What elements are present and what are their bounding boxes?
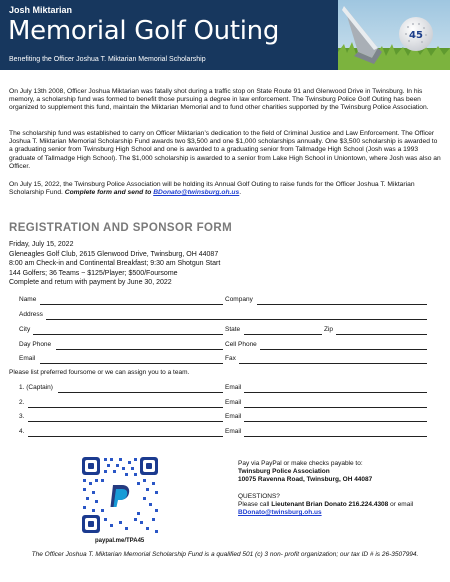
event-date: Friday, July 15, 2022: [9, 241, 74, 248]
header-banner: [0, 0, 450, 70]
player-2-email-field[interactable]: [244, 407, 427, 408]
questions-heading: QUESTIONS?: [238, 492, 280, 500]
intro-email-link[interactable]: BDonato@twinsburg.oh.us: [153, 189, 240, 197]
event-deadline: Complete and return with payment by June 30, 2022: [9, 279, 172, 286]
intro-send-instruction: Complete form and send to: [64, 189, 152, 197]
paypal-qr-code[interactable]: [80, 455, 160, 535]
company-field[interactable]: [257, 304, 427, 305]
player-3-email-label: Email: [225, 413, 242, 420]
day-phone-label: Day Phone: [19, 341, 52, 348]
registration-title: REGISTRATION AND SPONSOR FORM: [9, 222, 233, 234]
zip-field[interactable]: [336, 334, 427, 335]
player-4-email-field[interactable]: [244, 436, 427, 437]
cell-phone-field[interactable]: [260, 349, 427, 350]
event-details: [9, 240, 220, 288]
payment-instruction: Pay via PayPal or make checks payable to:: [238, 460, 363, 467]
payment-info: [238, 460, 413, 517]
payment-spacer: [238, 485, 413, 493]
contact-name-phone: Lieutenant Brian Donato 216.224.4308: [271, 500, 389, 508]
header-subtitle: Benefiting the Officer Joshua T. Miktarian Memorial Scholarship: [9, 56, 206, 63]
address-field[interactable]: [46, 319, 427, 320]
zip-label: Zip: [324, 326, 334, 333]
player-4-label: 4.: [19, 428, 25, 435]
svg-text:45: 45: [409, 30, 423, 41]
name-label: Name: [19, 296, 37, 303]
state-label: State: [225, 326, 241, 333]
player-3-name-field[interactable]: [28, 421, 223, 422]
header-name: Josh Miktarian: [9, 5, 73, 15]
intro-paragraph-1: On July 13th 2008, Officer Joshua Miktarian was fatally shot during a traffic stop on State Route 91 and Glenwood Drive in Twinsburg. In his memory, a scholarship fund was formed to benefit those pursuing a degree in law enforcement. The Twinsburg Police Golf Outing has been organized to supplement this fund, maintain the Miktarian Memorial and to fund other charities supported by the Twinsburg Police Association.: [9, 88, 429, 112]
fax-label: Fax: [225, 355, 236, 362]
intro-paragraph-2: The scholarship fund was established to carry on Officer Miktarian’s dedication to the field of Criminal Justice and Law Enforcement. The Officer Joshua T. Miktarian Memorial Scholarship Fund awards two $3,500 and one $1,000 scholarships annually. One $3,500 scholarship is awarded to a graduating senior from Twinsburg High School and one is awarded to a graduating senior from Tallmadge High School (Josh was a 1993 graduate of Tallmadge High School). The $1,000 scholarship is awarded to a senior from Lake High School in Uniontown, where Josh was also an Officer.: [9, 130, 441, 170]
email-label: Email: [19, 355, 36, 362]
city-field[interactable]: [33, 334, 223, 335]
day-phone-field[interactable]: [56, 349, 223, 350]
golf-ball-image: [338, 0, 450, 70]
email-field[interactable]: [40, 363, 223, 364]
contact-suffix: or email: [390, 500, 414, 508]
name-field[interactable]: [40, 304, 223, 305]
intro-paragraph-3-end: .: [239, 189, 242, 197]
company-label: Company: [225, 296, 253, 303]
contact-email-link[interactable]: BDonato@twinsburg.oh.us: [238, 509, 322, 517]
foursome-instruction: Please list preferred foursome or we can assign you to a team.: [9, 369, 190, 376]
player-1-email-label: Email: [225, 384, 242, 391]
address-label: Address: [19, 311, 43, 318]
contact-prefix: Please call: [238, 500, 270, 508]
event-venue: Gleneagles Golf Club, 2615 Glenwood Drive, Twinsburg, OH 44087: [9, 250, 219, 258]
cell-phone-label: Cell Phone: [225, 341, 257, 348]
intro-paragraph-3-text: On July 15, 2022, the Twinsburg Police Association will be holding its Annual Golf Outing to raise funds for the Officer Joshua T. Miktarian Scholarship Fund.: [9, 181, 415, 197]
player-2-label: 2.: [19, 399, 25, 406]
player-2-email-label: Email: [225, 399, 242, 406]
state-field[interactable]: [244, 334, 322, 335]
player-3-label: 3.: [19, 413, 25, 420]
player-3-email-field[interactable]: [244, 421, 427, 422]
player-1-label: 1. (Captain): [19, 384, 53, 391]
payment-org: Twinsburg Police Association: [238, 468, 330, 476]
player-2-name-field[interactable]: [28, 407, 223, 408]
event-schedule: 8:00 am Check-in and Continental Breakfast; 9:30 am Shotgun Start: [9, 260, 221, 267]
payment-address: 10075 Ravenna Road, Twinsburg, OH 44087: [238, 476, 373, 484]
header-title: Memorial Golf Outing: [8, 16, 280, 46]
player-4-name-field[interactable]: [28, 436, 223, 437]
event-pricing: 144 Golfers; 36 Teams ~ $125/Player; $500/Foursome: [9, 269, 178, 277]
paypal-url[interactable]: paypal.me/TPA45: [95, 538, 145, 544]
fax-field[interactable]: [239, 363, 427, 364]
player-4-email-label: Email: [225, 428, 242, 435]
intro-paragraph-3: [9, 181, 441, 197]
footer-note: The Officer Joshua T. Miktarian Memorial Scholarship Fund is a qualified 501 (c) 3 non- profit organization; our tax ID # is 26-3507994.: [31, 551, 419, 558]
city-label: City: [19, 326, 31, 333]
player-1-email-field[interactable]: [244, 392, 427, 393]
player-1-name-field[interactable]: [58, 392, 223, 393]
